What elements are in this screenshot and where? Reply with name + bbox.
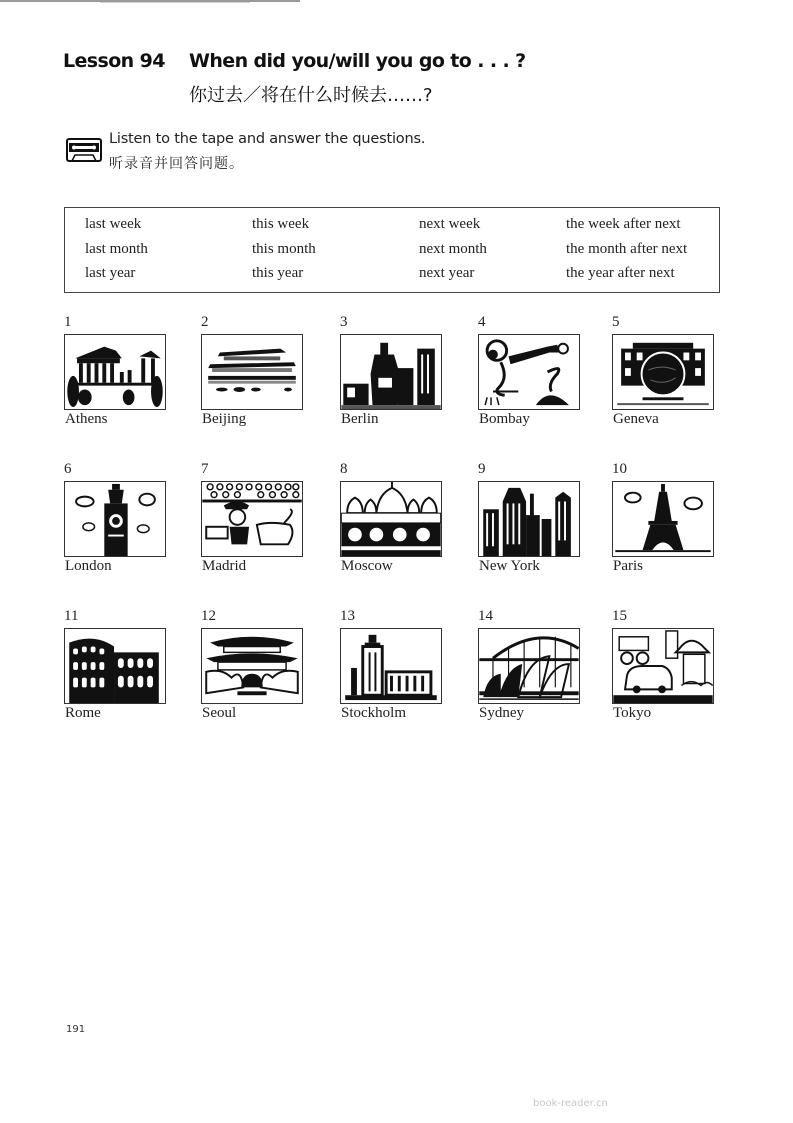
time-expression: this month	[252, 241, 316, 257]
page-number: 191	[66, 1024, 86, 1035]
instruction-text-english: Listen to the tape and answer the questions.	[109, 131, 426, 147]
city-card-beijing	[201, 314, 311, 434]
bombay-illustration	[478, 334, 580, 410]
city-number: 5	[612, 314, 620, 330]
time-expression: the month after next	[566, 241, 688, 257]
tokyo-street-icon	[613, 629, 713, 703]
city-hall-tower-icon	[341, 629, 441, 703]
time-expression: next week	[419, 216, 481, 232]
big-ben-icon	[65, 482, 165, 556]
seoul-illustration	[201, 628, 303, 704]
city-card-geneva	[612, 314, 722, 434]
eiffel-tower-icon	[613, 482, 713, 556]
madrid-illustration	[201, 481, 303, 557]
city-number: 1	[64, 314, 72, 330]
city-name: Geneva	[613, 411, 659, 427]
city-name: Berlin	[341, 411, 379, 427]
new-york-illustration	[478, 481, 580, 557]
city-name: Sydney	[479, 705, 524, 721]
lesson-title-chinese: 你过去／将在什么时候去……?	[189, 85, 433, 106]
city-name: Bombay	[479, 411, 530, 427]
time-expression: last week	[85, 216, 142, 232]
instruction-text-chinese: 听录音并回答问题。	[109, 156, 244, 172]
athens-illustration	[64, 334, 166, 410]
city-number: 15	[612, 608, 627, 624]
city-number: 11	[64, 608, 79, 624]
city-card-stockholm	[340, 608, 450, 728]
bullfighter-icon	[202, 482, 302, 556]
time-expression: this year	[252, 265, 304, 281]
skyline-icon	[479, 482, 579, 556]
rome-illustration	[64, 628, 166, 704]
lesson-number: Lesson 94	[63, 50, 165, 72]
geneva-globe-icon	[613, 335, 713, 409]
parthenon-icon	[65, 335, 165, 409]
city-name: Madrid	[202, 558, 247, 574]
moscow-illustration	[340, 481, 442, 557]
opera-house-icon	[479, 629, 579, 703]
top-scan-edge-secondary	[100, 2, 250, 3]
time-expression: next month	[419, 241, 487, 257]
sydney-illustration	[478, 628, 580, 704]
city-card-rome	[64, 608, 174, 728]
city-card-seoul	[201, 608, 311, 728]
city-card-athens	[64, 314, 174, 434]
beijing-illustration	[201, 334, 303, 410]
city-number: 6	[64, 461, 72, 477]
cassette-tape-icon	[66, 138, 102, 164]
city-number: 14	[478, 608, 493, 624]
geneva-illustration	[612, 334, 714, 410]
time-expression: last year	[85, 265, 136, 281]
city-card-paris	[612, 461, 722, 581]
time-expression: this week	[252, 216, 310, 232]
city-card-bombay	[478, 314, 588, 434]
city-name: Seoul	[202, 705, 237, 721]
city-card-moscow	[340, 461, 450, 581]
time-expressions-box	[64, 207, 720, 293]
city-card-berlin	[340, 314, 450, 434]
city-name: Athens	[65, 411, 108, 427]
berlin-illustration	[340, 334, 442, 410]
city-card-sydney	[478, 608, 588, 728]
city-name: Stockholm	[341, 705, 407, 721]
city-name: Moscow	[341, 558, 393, 574]
city-number: 13	[340, 608, 355, 624]
time-expression: the week after next	[566, 216, 681, 232]
time-expression: next year	[419, 265, 475, 281]
city-name: Beijing	[202, 411, 247, 427]
city-card-london	[64, 461, 174, 581]
city-card-madrid	[201, 461, 311, 581]
time-expression: the year after next	[566, 265, 675, 281]
tiananmen-icon	[202, 335, 302, 409]
city-name: Paris	[613, 558, 643, 574]
berlin-church-icon	[341, 335, 441, 409]
city-number: 2	[201, 314, 209, 330]
city-number: 8	[340, 461, 348, 477]
stockholm-illustration	[340, 628, 442, 704]
city-card-tokyo	[612, 608, 722, 728]
city-name: New York	[479, 558, 540, 574]
city-number: 10	[612, 461, 627, 477]
london-illustration	[64, 481, 166, 557]
city-number: 4	[478, 314, 486, 330]
time-expression: last month	[85, 241, 148, 257]
city-number: 12	[201, 608, 216, 624]
snake-charmer-icon	[479, 335, 579, 409]
city-name: London	[65, 558, 112, 574]
lesson-title: When did you/will you go to . . . ?	[189, 50, 526, 72]
city-number: 3	[340, 314, 348, 330]
city-number: 7	[201, 461, 209, 477]
city-name: Rome	[65, 705, 101, 721]
kremlin-icon	[341, 482, 441, 556]
tokyo-illustration	[612, 628, 714, 704]
korean-gate-icon	[202, 629, 302, 703]
city-card-new-york	[478, 461, 588, 581]
city-number: 9	[478, 461, 486, 477]
paris-illustration	[612, 481, 714, 557]
city-name: Tokyo	[613, 705, 652, 721]
colosseum-icon	[65, 629, 165, 703]
watermark: book-reader.cn	[533, 1098, 608, 1109]
